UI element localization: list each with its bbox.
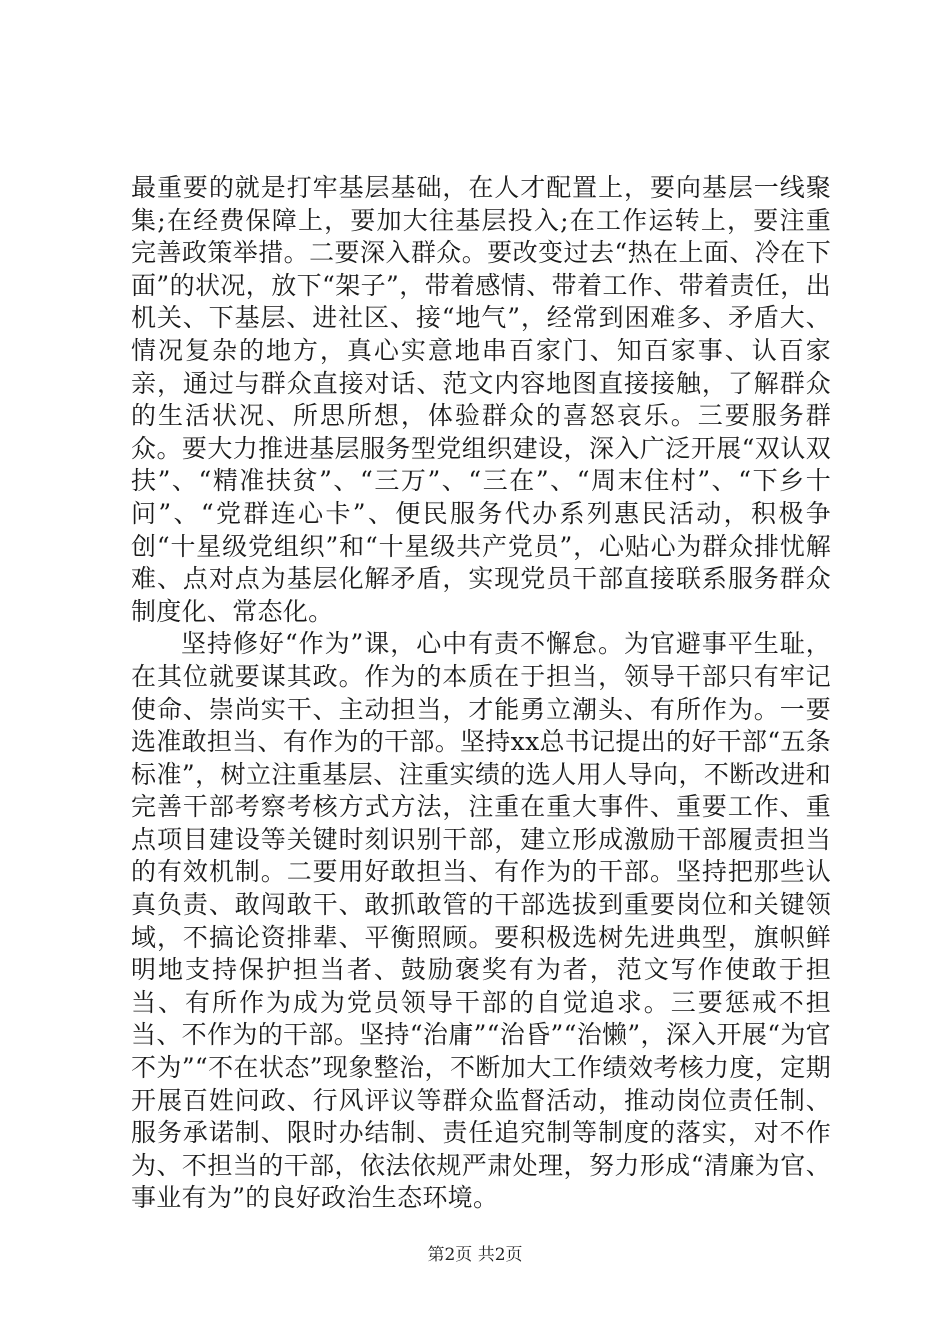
- document-body: [131, 172, 831, 1215]
- paragraph: 最重要的就是打牢基层基础，在人才配置上，要向基层一线聚集;在经费保障上，要加大往基层投入;在工作运转上，要注重完善政策举措。二要深入群众。要改变过去“热在上面、冷在下面”的状况，放下“架子”，带着感情、带着工作、带着责任，出机关、下基层、进社区、接“地气”，经常到困难多、矛盾大、情况复杂的地方，真心实意地串百家门、知百家事、认百家亲，通过与群众直接对话、范文内容地图直接接触，了解群众的生活状况、所思所想，体验群众的喜怒哀乐。三要服务群众。要大力推进基层服务型党组织建设，深入广泛开展“双认双扶”、“精准扶贫”、“三万”、“三在”、“周末住村”、“下乡十问”、“党群连心卡”、便民服务代办系列惠民活动，积极争创“十星级党组织”和“十星级共产党员”，心贴心为群众排忧解难、点对点为基层化解矛盾，实现党员干部直接联系服务群众制度化、常态化。: [131, 173, 831, 626]
- paragraph: 坚持修好“作为”课，心中有责不懈怠。为官避事平生耻，在其位就要谋其政。作为的本质在于担当，领导干部只有牢记使命、崇尚实干、主动担当，才能勇立潮头、有所作为。一要选准敢担当、有作为的干部。坚持xx总书记提出的好干部“五条标准”，树立注重基层、注重实绩的选人用人导向，不断改进和完善干部考察考核方式方法，注重在重大事件、重要工作、重点项目建设等关键时刻识别干部，建立形成激励干部履责担当的有效机制。二要用好敢担当、有作为的干部。坚持把那些认真负责、敢闯敢干、敢抓敢管的干部选拔到重要岗位和关键领域，不搞论资排辈、平衡照顾。要积极选树先进典型，旗帜鲜明地支持保护担当者、鼓励褒奖有为者，范文写作使敢于担当、有所作为成为党员领导干部的自觉追求。三要惩戒不担当、不作为的干部。坚持“治庸”“治昏”“治懒”，深入开展“为官不为”“不在状态”现象整治，不断加大工作绩效考核力度，定期开展百姓问政、行风评议等群众监督活动，推动岗位责任制、服务承诺制、限时办结制、责任追究制等制度的落实，对不作为、不担当的干部，依法依规严肃处理，努力形成“清廉为官、事业有为”的良好政治生态环境。: [131, 629, 831, 1213]
- page-number-footer: 第2页 共2页: [427, 1245, 523, 1265]
